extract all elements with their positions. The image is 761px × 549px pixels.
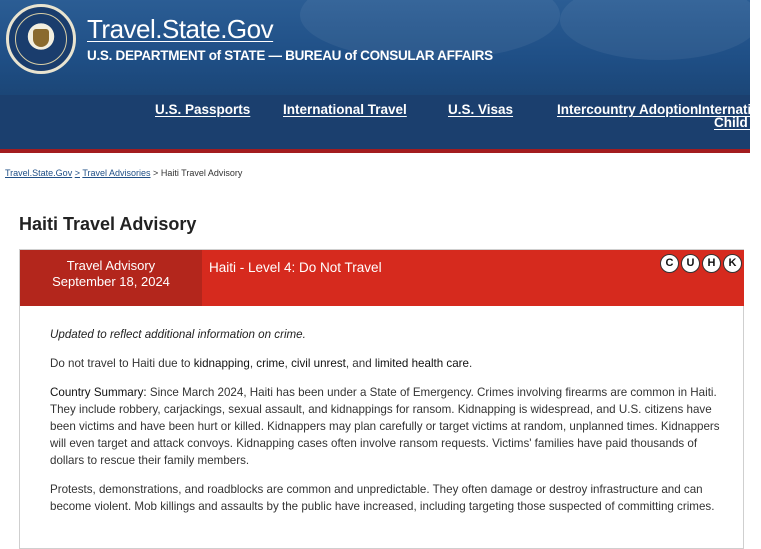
site-title-link[interactable]: Travel.State.Gov xyxy=(87,14,274,44)
nav-intercountry-adoption[interactable]: Intercountry Adoption xyxy=(557,102,699,117)
advisory-header xyxy=(20,250,744,306)
country-summary-text: Since March 2024, Haiti has been under a State of Emergency. Crimes involving firearms are common in Haiti. They include robbery, carjackings, sexual assault, and kidnappings for ransom. Kidnapping is widespread, and U.S. citizens have been victims and have been hurt or killed. Kidnappers may plan carefully or target victims at random, unplanned times. Kidnappers will even target and attack convoys. Kidnapping cases often involve ransom requests. Victims' families have paid thousands of dollars to rescue their family members. xyxy=(50,386,720,467)
nav-us-passports[interactable]: U.S. Passports xyxy=(155,102,251,117)
risk-kidnapping: kidnapping xyxy=(193,357,250,370)
advisory-intro: Do not travel to Haiti due to kidnapping, crime, civil unrest, and limited health care. xyxy=(50,357,473,370)
risk-badge-h[interactable]: H xyxy=(702,254,721,273)
map-decoration xyxy=(560,0,760,60)
risk-crime: crime xyxy=(256,357,285,370)
breadcrumb-home-link[interactable]: Travel.State.Gov xyxy=(5,168,73,178)
nav-label-line-2: Child A xyxy=(714,115,761,130)
breadcrumb-current: Haiti Travel Advisory xyxy=(160,168,243,178)
page-title: Haiti Travel Advisory xyxy=(19,214,197,234)
risk-health-care: limited health care xyxy=(374,357,469,370)
advisory-date-block xyxy=(20,250,202,306)
nav-us-visas[interactable]: U.S. Visas xyxy=(448,102,514,117)
country-summary-label: Country Summary: xyxy=(50,386,147,399)
advisory-card xyxy=(19,249,744,549)
risk-badge-k[interactable]: K xyxy=(723,254,742,273)
dept-of-state-seal-icon[interactable] xyxy=(6,4,76,74)
nav-label-line-1: Internatio xyxy=(698,102,760,117)
main-nav xyxy=(0,95,761,153)
risk-civil-unrest: civil unrest xyxy=(291,357,346,370)
nav-parental-child-abduction[interactable] xyxy=(698,103,761,129)
breadcrumb-separator-2: > xyxy=(153,168,159,178)
protests-paragraph: Protests, demonstrations, and roadblocks are common and unpredictable. They often damage or destroy infrastructure and can become violent. Mob killings and assaults by the public have increased, including targeting those suspected of committing crimes. xyxy=(50,483,715,513)
site-subtitle: U.S. DEPARTMENT of STATE — BUREAU of CONSULAR AFFAIRS xyxy=(87,48,493,63)
advisory-date: September 18, 2024 xyxy=(52,274,170,289)
country-summary xyxy=(50,384,722,469)
risk-badge-u[interactable]: U xyxy=(681,254,700,273)
risk-badge-c[interactable]: C xyxy=(660,254,679,273)
intro-prefix: Do not travel to Haiti due to xyxy=(50,357,191,370)
intro-and: and xyxy=(352,357,372,370)
breadcrumb xyxy=(5,168,242,178)
advisory-label: Travel Advisory xyxy=(66,258,156,273)
site-header xyxy=(0,0,750,95)
advisory-body xyxy=(50,326,722,527)
risk-indicator-badges xyxy=(660,254,742,273)
advisory-level: Haiti - Level 4: Do Not Travel xyxy=(209,260,382,275)
breadcrumb-separator-1[interactable]: > xyxy=(74,168,80,178)
update-note: Updated to reflect additional information on crime. xyxy=(50,328,306,341)
breadcrumb-advisories-link[interactable]: Travel Advisories xyxy=(82,168,151,178)
nav-international-travel[interactable]: International Travel xyxy=(283,102,407,117)
